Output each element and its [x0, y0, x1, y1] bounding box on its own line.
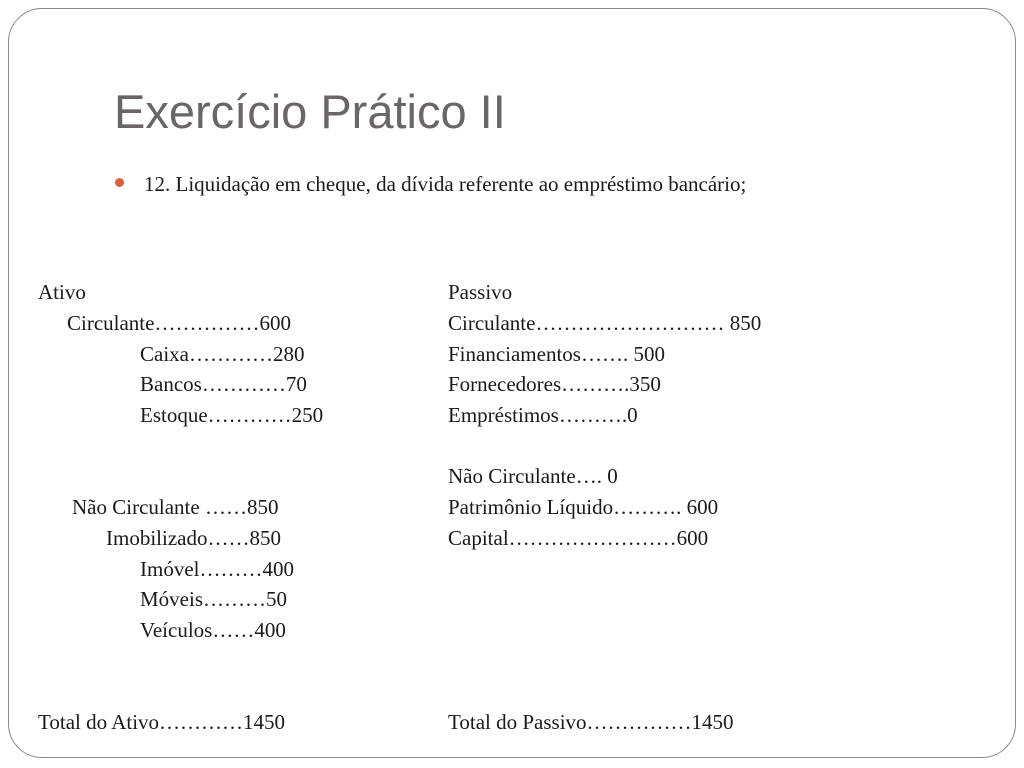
ativo-imobilizado: Imobilizado……850	[106, 526, 281, 550]
ativo-circulante: Circulante……………600	[67, 311, 291, 335]
passivo-circulante: Circulante……………………… 850	[448, 311, 762, 335]
ativo-bancos: Bancos…………70	[140, 372, 307, 396]
passivo-fornecedores: Fornecedores……….350	[448, 372, 661, 396]
ativo-total: Total do Ativo…………1450	[38, 710, 286, 734]
bullet-text: 12. Liquidação em cheque, da dívida referente ao empréstimo bancário;	[144, 172, 747, 196]
passivo-patrimonio-liquido: Patrimônio Líquido………. 600	[448, 495, 719, 519]
passivo-emprestimos: Empréstimos……….0	[448, 403, 638, 427]
passivo-capital: Capital……………………600	[448, 526, 709, 550]
ativo-header: Ativo	[38, 280, 86, 304]
ativo-estoque: Estoque…………250	[140, 403, 324, 427]
ativo-imovel: Imóvel………400	[140, 557, 294, 581]
passivo-nao-circulante: Não Circulante…. 0	[448, 464, 618, 488]
ativo-caixa: Caixa…………280	[140, 342, 305, 366]
ativo-moveis: Móveis………50	[140, 587, 287, 611]
slide-title: Exercício Prático II	[114, 85, 506, 138]
passivo-financiamentos: Financiamentos……. 500	[448, 342, 665, 366]
ativo-nao-circulante: Não Circulante ……850	[72, 495, 279, 519]
passivo-header: Passivo	[448, 280, 513, 304]
ativo-veiculos: Veículos……400	[140, 618, 286, 642]
passivo-total: Total do Passivo……………1450	[448, 710, 734, 734]
bullet-dot-icon	[115, 178, 124, 187]
